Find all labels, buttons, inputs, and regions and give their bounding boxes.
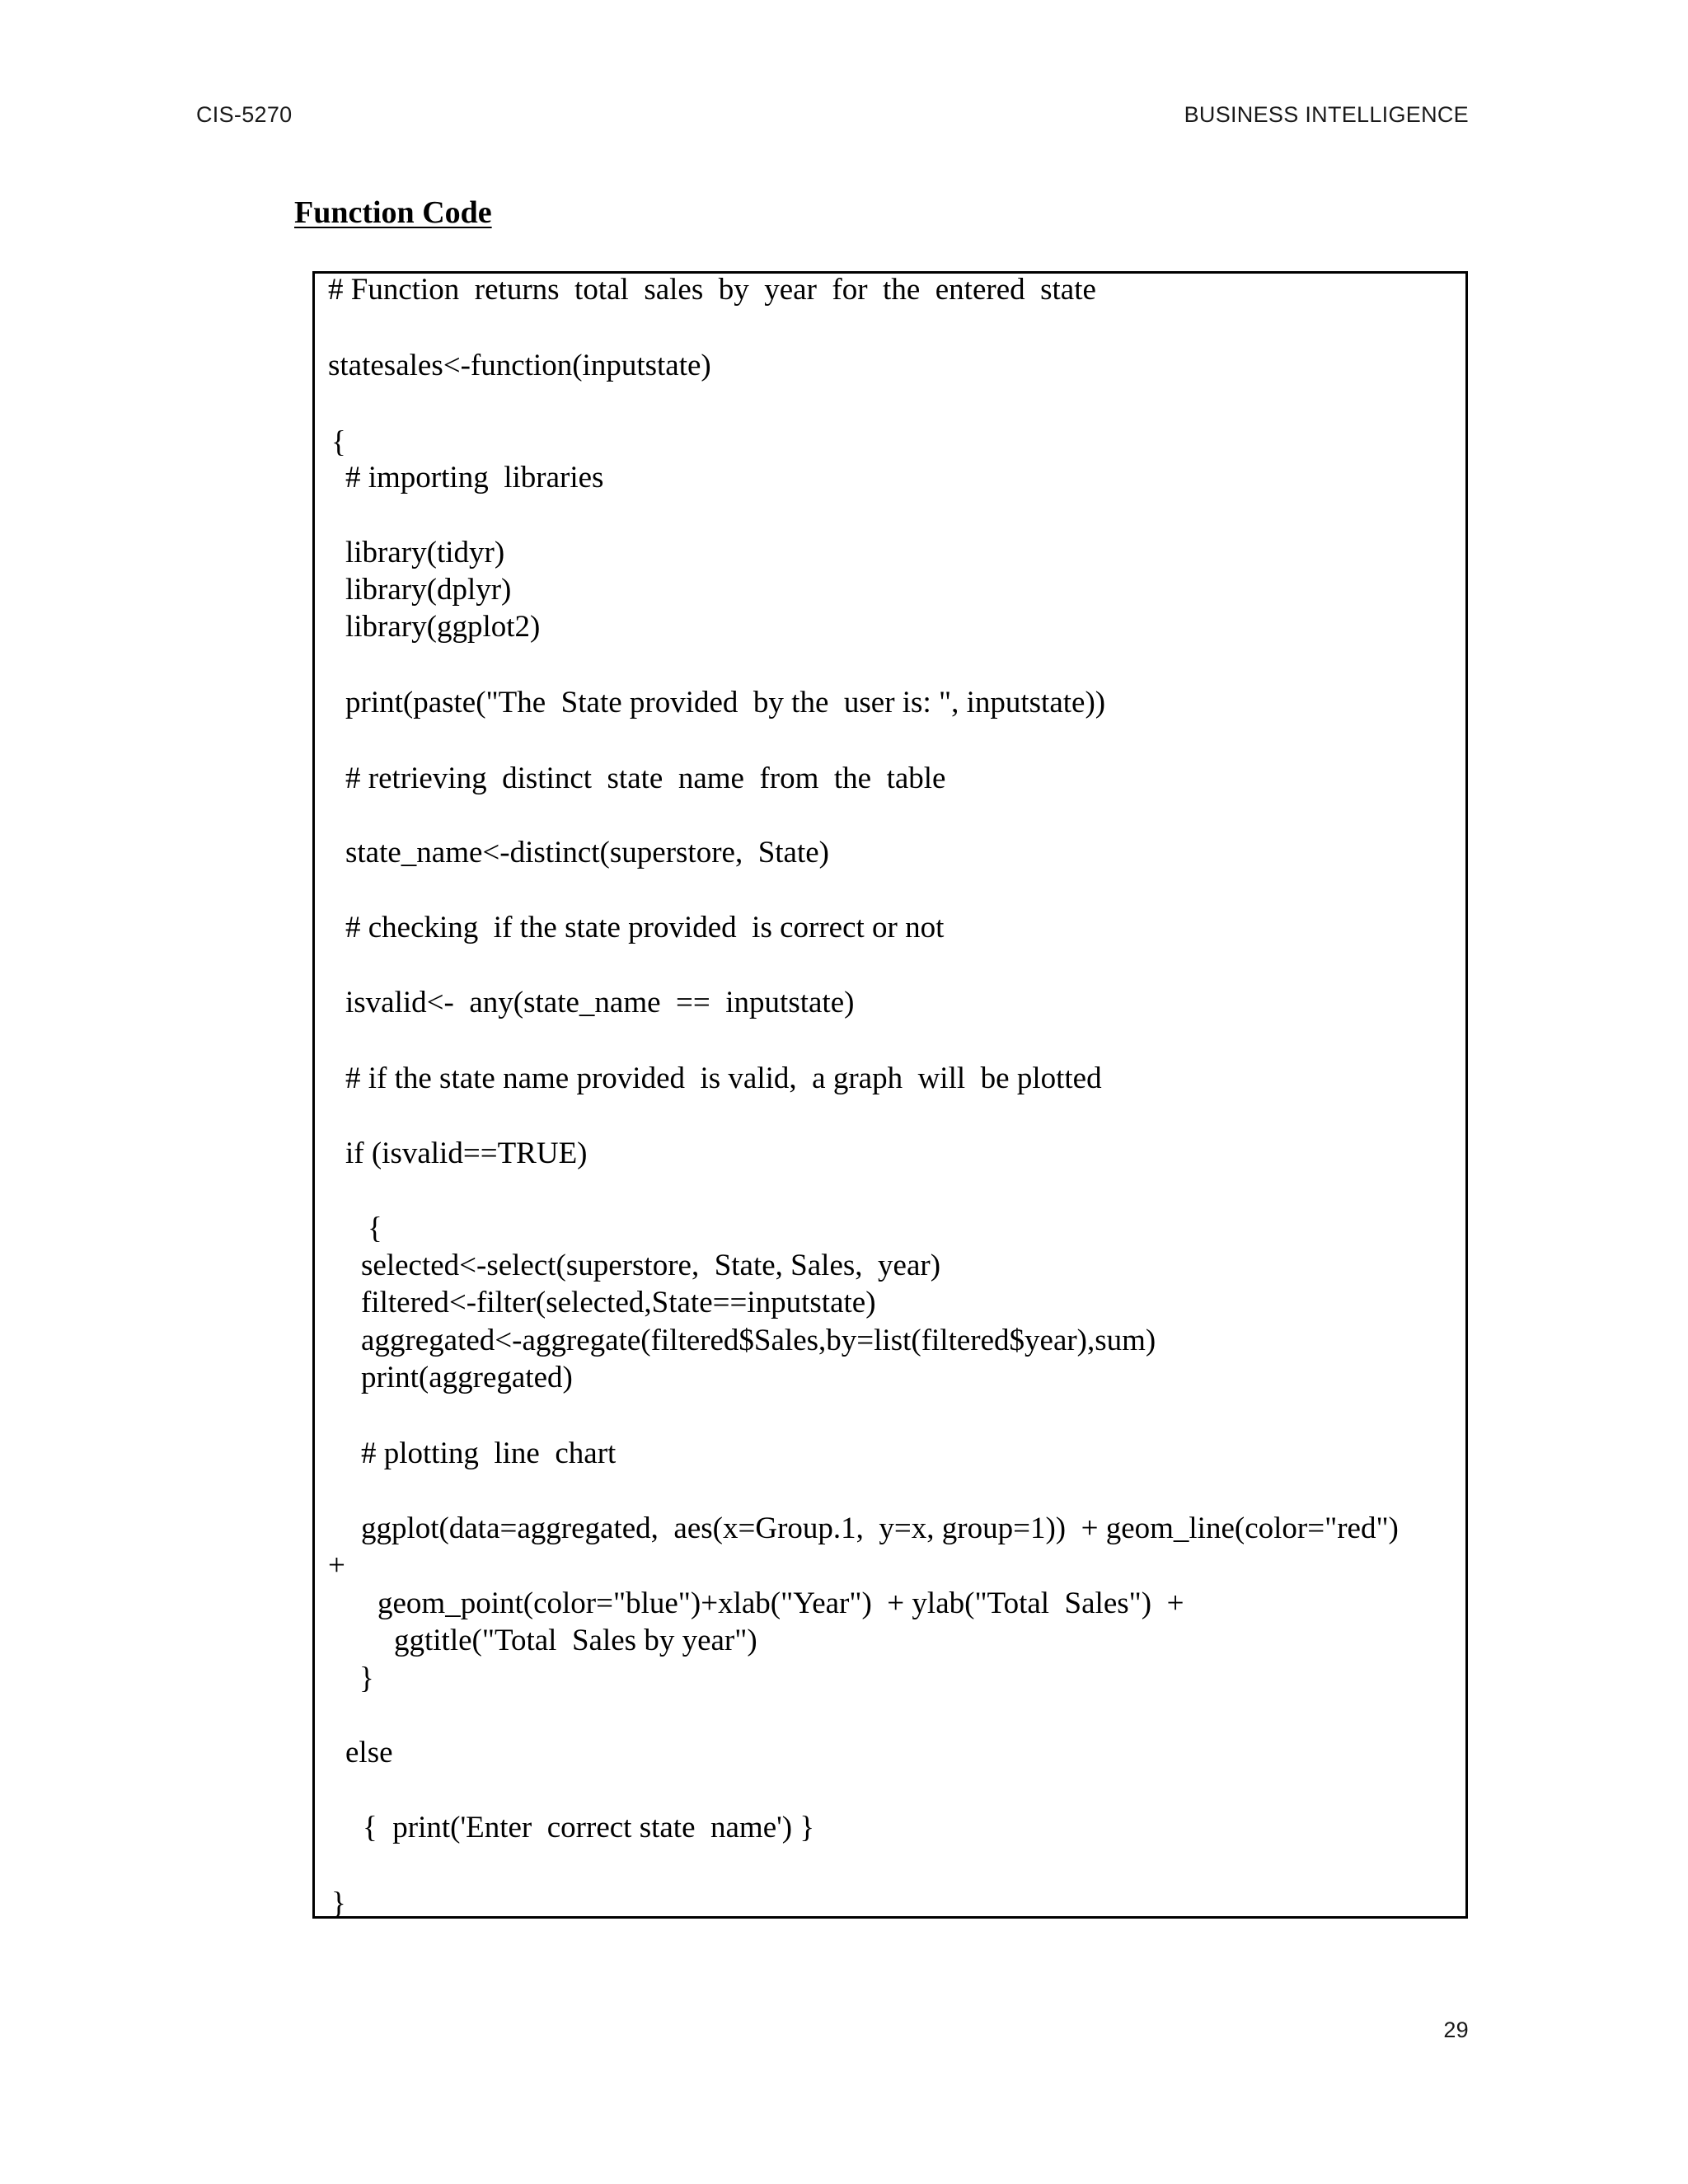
section-title: Function Code bbox=[294, 195, 492, 230]
code-ggplot-line: ggplot(data=aggregated, aes(x=Group.1, y=x, group=1)) + geom_line(color="red") bbox=[361, 1511, 1399, 1545]
code-comment-line: # if the state name provided is valid, a graph will be plotted bbox=[345, 1062, 1102, 1095]
code-ggplot-line: geom_point(color="blue")+xlab("Year") + ylab("Total Sales") + bbox=[377, 1586, 1184, 1620]
code-comment-line: # importing libraries bbox=[345, 461, 604, 494]
code-library-line: library(tidyr) bbox=[345, 536, 505, 569]
code-function-signature: statesales<-function(inputstate) bbox=[328, 349, 711, 382]
header-course-title: BUSINESS INTELLIGENCE bbox=[1184, 102, 1469, 127]
code-plus-line: + bbox=[328, 1549, 345, 1582]
code-else-body-line: { print('Enter correct state name') } bbox=[363, 1811, 815, 1844]
code-if-line: if (isvalid==TRUE) bbox=[345, 1137, 588, 1170]
code-comment-line: # plotting line chart bbox=[361, 1436, 617, 1470]
code-print-line: print(aggregated) bbox=[361, 1361, 573, 1394]
code-statement-line: isvalid<- any(state_name == inputstate) bbox=[345, 986, 855, 1019]
code-library-line: library(ggplot2) bbox=[345, 610, 541, 644]
code-open-brace: { bbox=[331, 425, 346, 459]
code-else-line: else bbox=[345, 1736, 393, 1769]
page-number: 29 bbox=[1443, 2018, 1469, 2042]
code-statement-line: state_name<-distinct(superstore, State) bbox=[345, 836, 829, 869]
code-print-line: print(paste("The State provided by the user is: ", inputstate)) bbox=[345, 686, 1106, 719]
header-course-code: CIS-5270 bbox=[196, 102, 293, 127]
code-close-brace: } bbox=[331, 1886, 346, 1920]
code-open-brace: { bbox=[368, 1212, 382, 1245]
code-comment-line: # retrieving distinct state name from the table bbox=[345, 762, 946, 795]
code-statement-line: selected<-select(superstore, State, Sales, year) bbox=[361, 1249, 941, 1282]
code-statement-line: aggregated<-aggregate(filtered$Sales,by=list(filtered$year),sum) bbox=[361, 1324, 1156, 1357]
code-close-brace: } bbox=[359, 1661, 374, 1695]
code-statement-line: filtered<-filter(selected,State==inputstate) bbox=[361, 1286, 876, 1319]
code-comment-line: # checking if the state provided is correct or not bbox=[345, 911, 945, 944]
code-comment-line: # Function returns total sales by year for the entered state bbox=[328, 273, 1096, 307]
code-library-line: library(dplyr) bbox=[345, 573, 512, 607]
code-ggplot-line: ggtitle("Total Sales by year") bbox=[394, 1624, 757, 1657]
